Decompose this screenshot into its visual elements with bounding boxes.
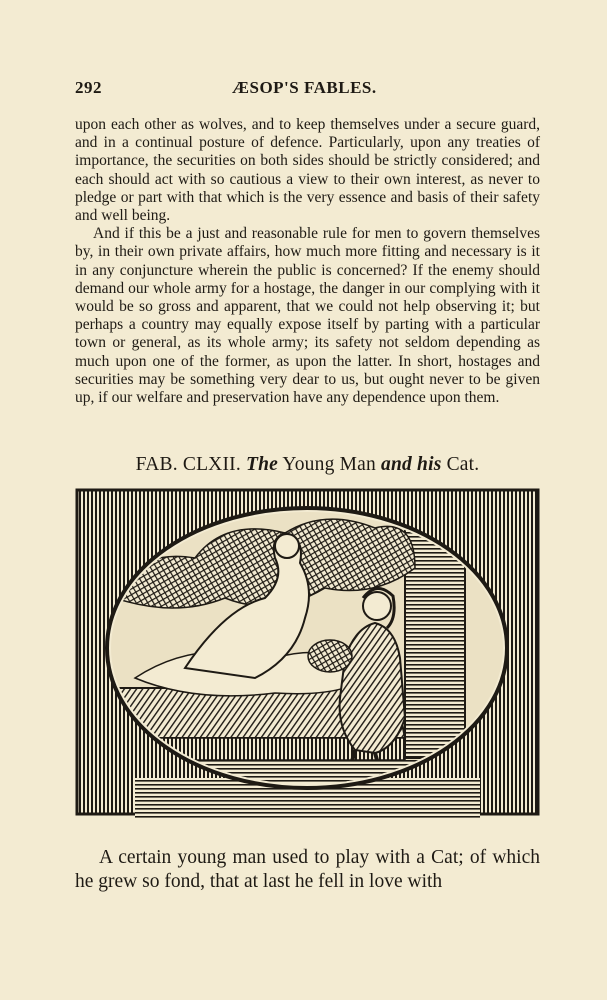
- woodcut-illustration: [75, 488, 540, 836]
- fable-title-young-man: Young Man: [282, 454, 376, 475]
- fable-number: FAB. CLXII.: [135, 454, 241, 475]
- body-text: [75, 116, 540, 407]
- fable-title-cat: Cat.: [446, 454, 480, 475]
- fable-title-and-his: and his: [381, 454, 442, 475]
- fable-opening: A certain young man used to play with a Cat; of which he grew so fond, that at last he fell in love with: [75, 847, 540, 892]
- running-title: ÆSOP'S FABLES.: [232, 78, 377, 97]
- page-number: 292: [75, 78, 102, 97]
- paragraph-1: upon each other as wolves, and to keep themselves under a secure guard, and in a continual posture of defence. Particularly, upon any treaties of importance, the securities on both sides should be strictly considered; and each should act with so cautious a view to their own interest, as never to pledge or part with that which is the very essence and basis of their safety and well being.: [75, 116, 540, 225]
- fable-heading: [75, 454, 540, 476]
- closing-text: [75, 846, 540, 894]
- paragraph-2: And if this be a just and reasonable rule for men to govern themselves by, in their own private affairs, how much more fitting and necessary is it in any conjuncture wherein the public is concerned? If the enemy should demand our whole army for a hostage, the danger in our complying with it would be so gross and apparent, that we could not help observing it; but perhaps a country may equally expose itself by parting with a particular town or general, as its whole army; its safety not seldom depending as much upon one of the former, as upon the latter. In short, hostages and securities may be something very dear to us, but ought never to be given up, if our welfare and preservation have any dependence upon them.: [75, 225, 540, 407]
- fable-title-the: The: [246, 454, 279, 475]
- cat: [308, 640, 352, 672]
